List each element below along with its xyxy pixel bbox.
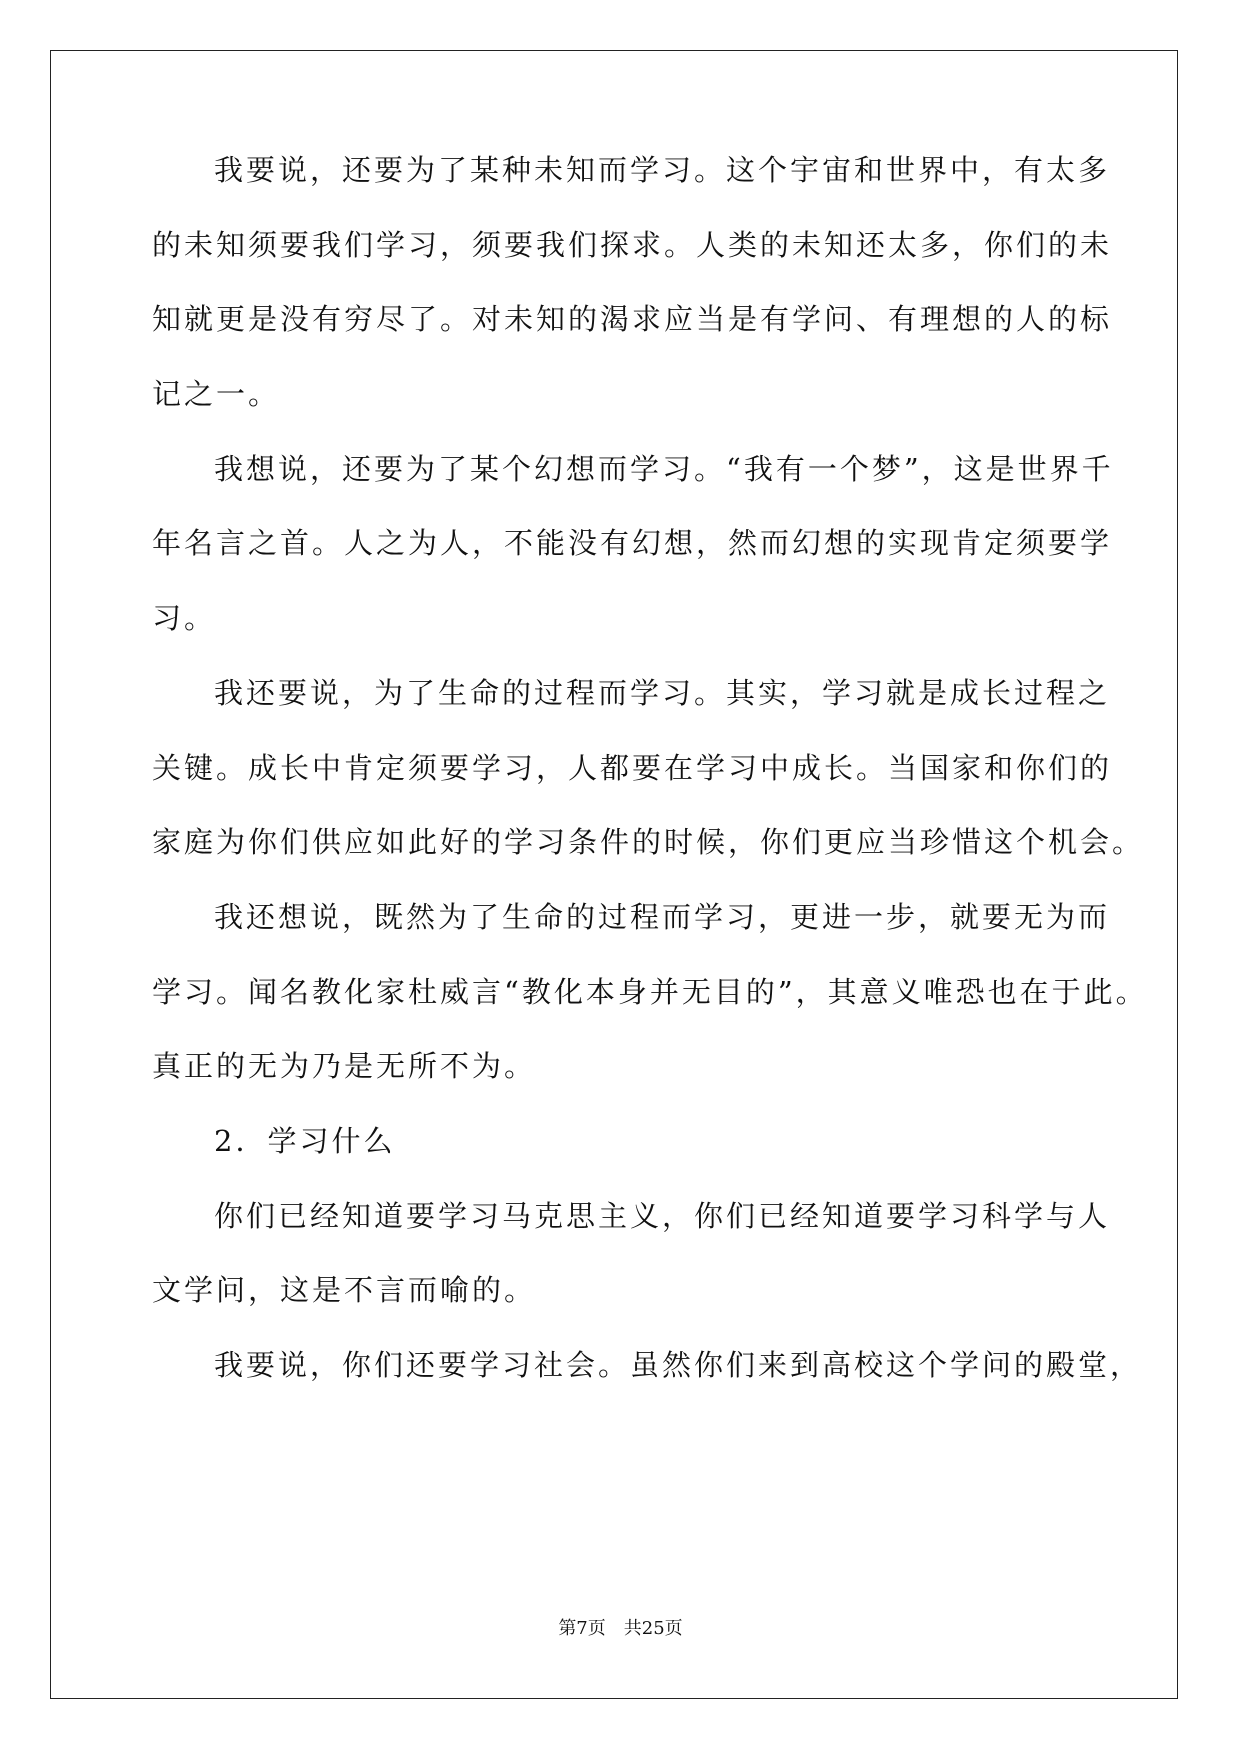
paragraph-line: 年名言之首。人之为人，不能没有幻想，然而幻想的实现肯定须要学 [152,526,1113,560]
page-number-footer: 第7页 共25页 [558,1618,683,1639]
paragraph-line: 学习。闻名教化家杜威言“教化本身并无目的”，其意义唯恐也在于此。 [152,975,1148,1009]
paragraph-line: 我还想说，既然为了生命的过程而学习，更进一步，就要无为而 [214,900,1111,934]
paragraph-line: 关键。成长中肯定须要学习，人都要在学习中成长。当国家和你们的 [152,751,1113,785]
paragraph-line: 文学问，这是不言而喻的。 [152,1273,537,1307]
paragraph-line: 习。 [152,601,217,635]
section-heading: 2．学习什么 [214,1124,396,1158]
paragraph-line: 家庭为你们供应如此好的学习条件的时候，你们更应当珍惜这个机会。 [152,825,1145,859]
page-border [50,50,1178,1699]
paragraph-line: 真正的无为乃是无所不为。 [152,1049,537,1083]
paragraph-line: 我还要说，为了生命的过程而学习。其实，学习就是成长过程之 [214,676,1111,710]
paragraph-line: 我要说，还要为了某种未知而学习。这个宇宙和世界中，有太多 [214,153,1111,187]
paragraph-line: 记之一。 [152,377,281,411]
paragraph-line: 你们已经知道要学习马克思主义，你们已经知道要学习科学与人 [214,1199,1111,1233]
paragraph-line: 的未知须要我们学习，须要我们探求。人类的未知还太多，你们的未 [152,228,1113,262]
paragraph-line: 我要说，你们还要学习社会。虽然你们来到高校这个学问的殿堂， [214,1348,1143,1382]
paragraph-line: 知就更是没有穷尽了。对未知的渴求应当是有学问、有理想的人的标 [152,302,1113,336]
paragraph-line: 我想说，还要为了某个幻想而学习。“我有一个梦”，这是世界千 [214,452,1114,486]
